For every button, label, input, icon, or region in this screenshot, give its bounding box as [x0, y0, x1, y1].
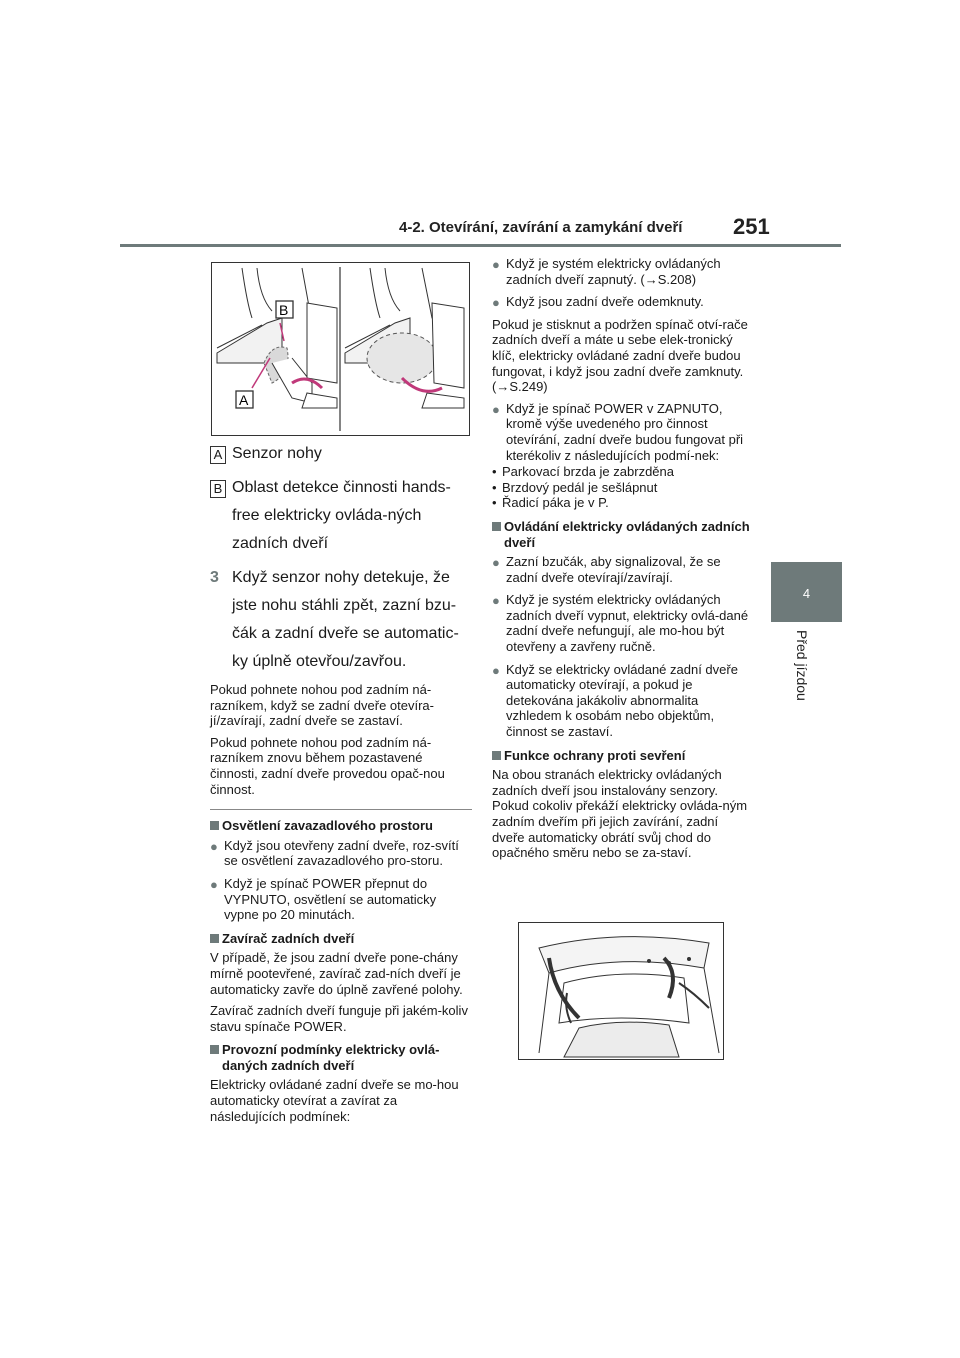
chapter-tab: [771, 562, 842, 622]
legend-item-b: [210, 474, 472, 558]
bullet-item: ● Když se elektricky ovládané zadní dveře automaticky otevírají, a pokud je detekována jakákoliv abnormalita vzhledem k osobám nebo objektům, činnost se zastaví.: [492, 661, 738, 740]
paragraph: Elektricky ovládané zadní dveře se mo-hou automaticky otevírat a zavírat za následujících podmínek:: [210, 1077, 459, 1124]
bullet-item: ● Když je spínač POWER v ZAPNUTO, kromě výše uvedeného pro činnost otevírání, zadní dveře budou fungovat při kterékoliv z následujících podmí-nek:: [492, 400, 744, 463]
right-column: [492, 256, 750, 867]
divider: [210, 809, 472, 810]
section-heading: Zavírač zadních dveří: [210, 931, 472, 947]
bullet-item: ● Když je spínač POWER přepnut do VYPNUTO, osvětlení se automaticky vypne po 20 minutách.: [210, 875, 437, 923]
paragraph: Pokud pohnete nohou pod zadním ná-razníkem, když se zadní dveře otevíra-jí/zavírají, zadní dveře se zastaví.: [210, 682, 434, 729]
header-rule: [120, 244, 841, 247]
section-heading: Ovládání elektricky ovládaných zadních dveří: [492, 519, 750, 550]
step-3: [210, 564, 472, 676]
paragraph: Pokud je stisknut a podržen spínač otví-rače zadních dveří a máte u sebe elek-tronický klíč, elektricky ovládané zadní dveře budou fungovat, i když jsou zadní dveře zamknuty. (→S.249): [492, 316, 748, 395]
tailgate-illustration: [519, 923, 723, 1059]
left-column: [210, 440, 472, 1130]
paragraph: Pokud pohnete nohou pod zadním ná-razníkem znovu během pozastavené činnosti, zadní dveře provedou opač-nou činnost.: [210, 734, 445, 797]
dash-item: • Řadicí páka je v P.: [492, 495, 609, 511]
bullet-item: ● Když jsou zadní dveře odemknuty.: [492, 294, 704, 311]
figure-label-a: A: [239, 392, 249, 408]
section-heading: Osvětlení zavazadlového prostoru: [210, 818, 472, 834]
figure-label-b: B: [279, 302, 289, 318]
chapter-number: 4: [802, 586, 811, 601]
bullet-item: ● Když je systém elektricky ovládaných zadních dveří zapnutý. (→S.208): [492, 256, 721, 287]
section-heading: Funkce ochrany proti sevření: [492, 748, 750, 764]
paragraph: Na obou stranách elektricky ovládaných zadních dveří jsou instalovány senzory. Pokud cokoliv překáží elektricky ovláda-ným zadním dveřím při jejich zavírání, zadní dveře automaticky obrátí svůj chod do opačného směru nebo se za-staví.: [492, 767, 748, 861]
paragraph: V případě, že jsou zadní dveře pone-chány mírně pootevřené, zavírač zad-ních dveří je automaticky zavře do úplně zavřené polohy.: [210, 950, 463, 997]
section-title: 4-2. Otevírání, zavírání a zamykání dveří: [399, 219, 683, 236]
bullet-item: ● Zazní bzučák, aby signalizoval, že se zadní dveře otevírají/zavírají.: [492, 554, 721, 585]
step-number: 3: [210, 569, 219, 586]
dash-item: • Brzdový pedál je sešlápnut: [492, 479, 658, 495]
foot-sensor-figure: [211, 262, 470, 436]
legend-box-b: B: [210, 480, 226, 498]
page-number: 251: [733, 214, 770, 239]
bullet-item: ● Když je systém elektricky ovládaných zadních dveří vypnut, elektricky ovlá-dané zadní dveře nefungují, ale mo-hou být otevřeny a zavřeny ručně.: [492, 592, 749, 655]
legend-box-a: A: [210, 446, 226, 464]
chapter-label-box: [772, 620, 842, 720]
section-heading: Provozní podmínky elektricky ovlá-daných zadních dveří: [210, 1042, 472, 1073]
chapter-label: Před jízdou: [794, 630, 810, 701]
step-text: Když senzor nohy detekuje, že jste nohu stáhli zpět, zazní bzu-čák a zadní dveře se automatic-ky úplně otevřou/zavřou.: [232, 569, 459, 670]
legend-text-a: Senzor nohy: [232, 445, 322, 462]
foot-sensor-illustration: [212, 263, 469, 435]
legend-text-b: Oblast detekce činnosti hands-free elektricky ovláda-ných zadních dveří: [232, 479, 451, 552]
bullet-item: ● Když jsou otevřeny zadní dveře, roz-svítí se osvětlení zavazadlového pro-storu.: [210, 837, 459, 869]
tailgate-sensor-figure: [518, 922, 724, 1060]
paragraph: Zavírač zadních dveří funguje při jakém-koliv stavu spínače POWER.: [210, 1003, 468, 1034]
dash-item: • Parkovací brzda je zabrzděna: [492, 464, 674, 480]
legend-item-a: [210, 440, 472, 468]
